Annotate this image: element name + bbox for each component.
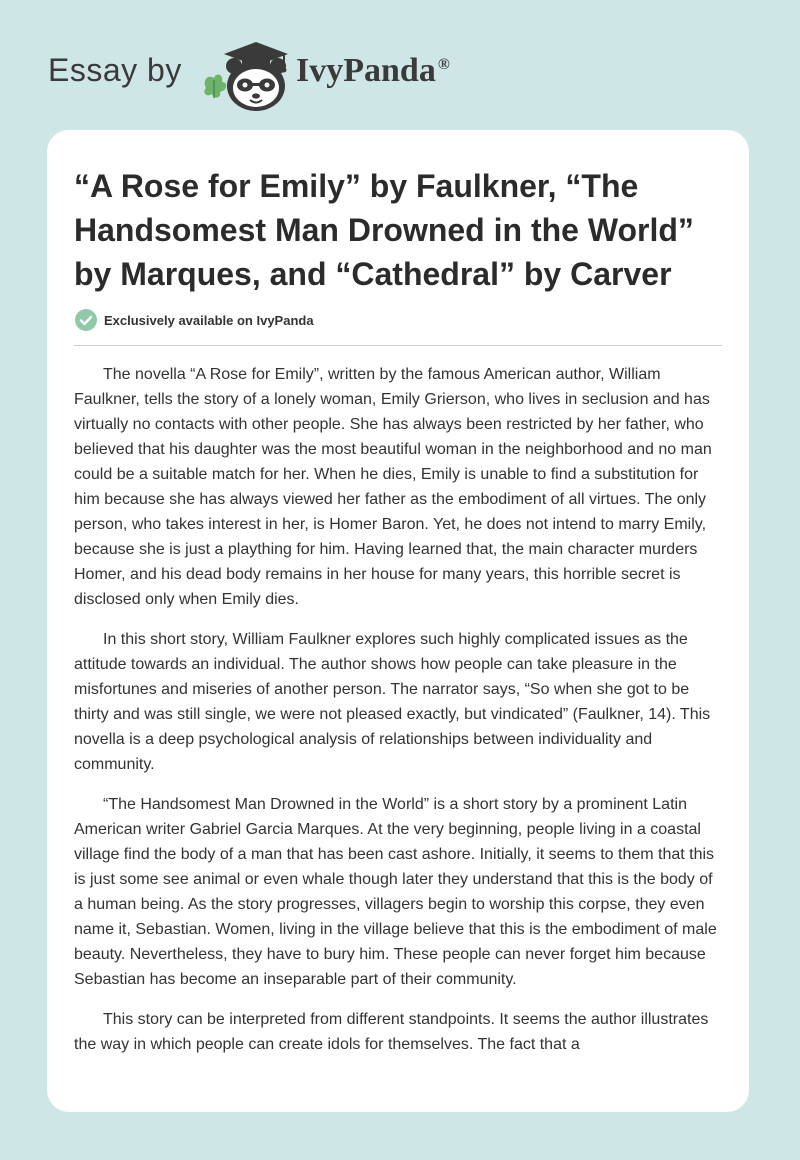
- paragraph-4: This story can be interpreted from different standpoints. It seems the author illustrates the way in which people can create idols for themselves. The fact that a: [74, 1011, 709, 1053]
- divider: [74, 345, 722, 346]
- essay-title: “A Rose for Emily” by Faulkner, “The Handsomest Man Drowned in the World” by Marques, and “Cathedral” by Carver: [74, 168, 694, 292]
- panda-logo-icon[interactable]: [200, 36, 292, 112]
- essay-body: [74, 362, 722, 1072]
- brand-name[interactable]: IvyPanda ®: [296, 52, 450, 89]
- paragraph-3: “The Handsomest Man Drowned in the World” is a short story by a prominent Latin American writer Gabriel Garcia Marques. At the very beginning, people living in a coastal village find the body of a man that has been cast ashore. Initially, it seems to them that this is just some see animal or even whale though later they understand that this is the body of a human being. As the story progresses, villagers begin to worship this corpse, they even name it, Sebastian. Women, living in the village believe that this is the embodiment of male beauty. Nevertheless, they have to bury him. These people can never forget him because Sebastian has become an inseparable part of their community.: [74, 796, 717, 988]
- site-header: [0, 0, 800, 130]
- essay-by-label: Essay by: [48, 52, 182, 88]
- paragraph-2: In this short story, William Faulkner explores such highly complicated issues as the attitude towards an individual. The author shows how people can take pleasure in the misfortunes and miseries of another person. The narrator says, “So when she got to be thirty and was still single, we were not pleased exactly, but vindicated” (Faulkner, 14). This novella is a deep psychological analysis of relationships between individuality and community.: [74, 631, 711, 773]
- essay-card: [47, 130, 749, 1112]
- check-circle-icon: [75, 309, 97, 331]
- exclusive-badge: [75, 308, 314, 332]
- exclusive-label: Exclusively available on IvyPanda: [104, 312, 314, 328]
- paragraph-1: The novella “A Rose for Emily”, written by the famous American author, William Faulkner, tells the story of a lonely woman, Emily Grierson, who lives in seclusion and has virtually no contacts with other people. She has always been restricted by her father, who believed that his daughter was the most beautiful woman in the neighborhood and no man could be a suitable match for her. When he dies, Emily is unable to find a substitution for him because she has always viewed her father as the embodiment of all virtues. The only person, who takes interest in her, is Homer Baron. Yet, he does not intend to marry Emily, because she is just a plaything for him. Having learned that, the main character murders Homer, and his dead body remains in her house for many years, this horrible secret is disclosed only when Emily dies.: [74, 366, 712, 608]
